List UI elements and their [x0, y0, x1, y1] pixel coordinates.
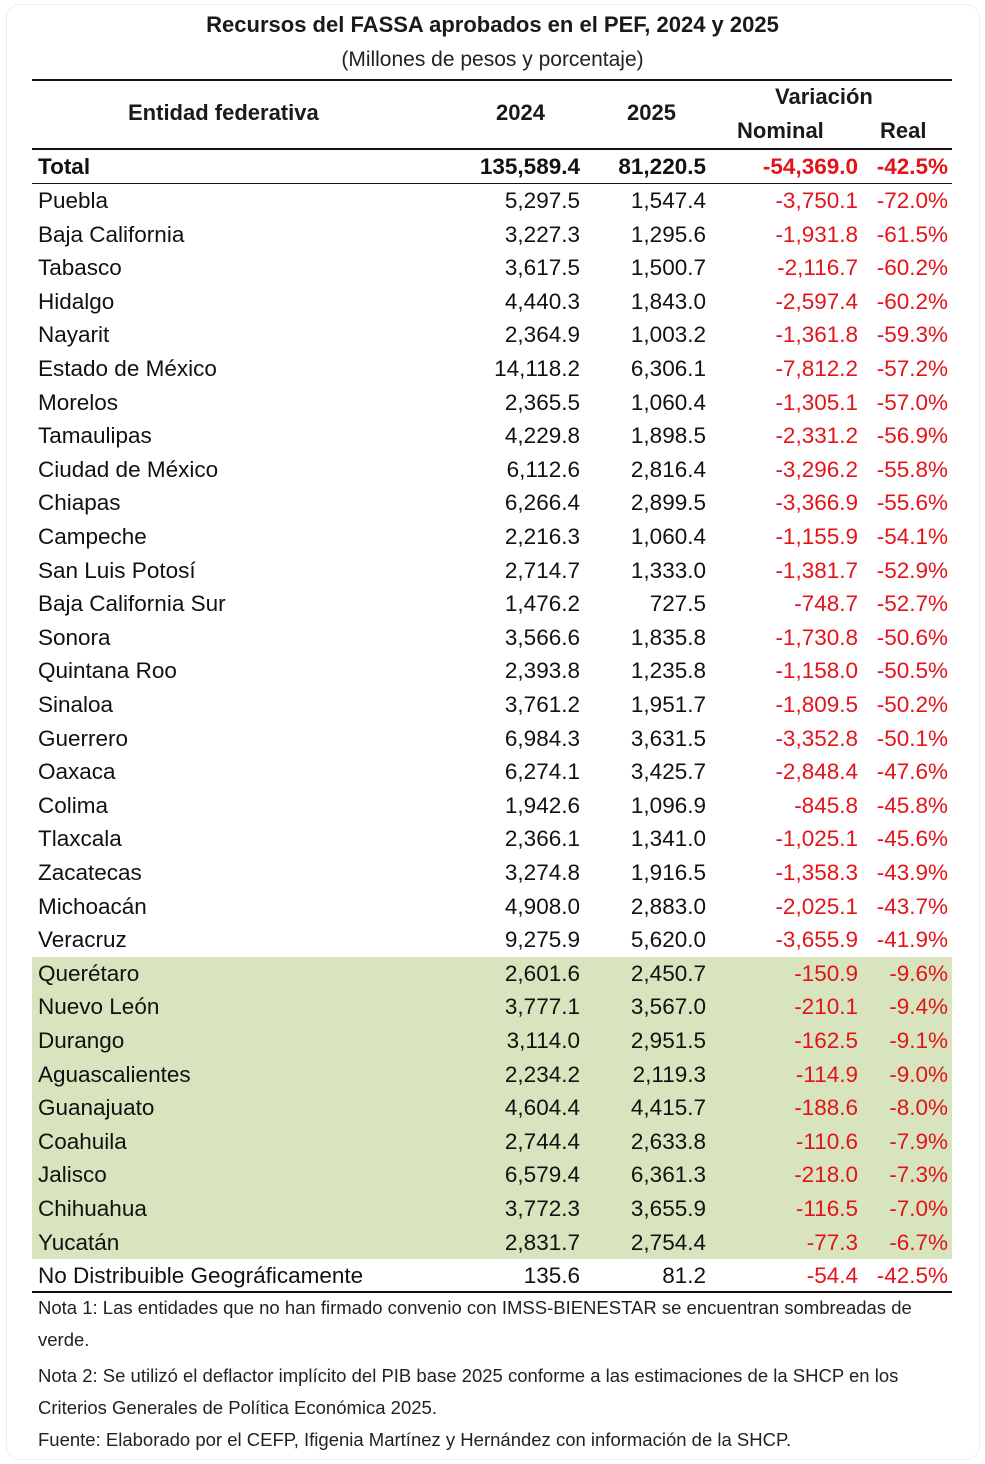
table-row: [32, 419, 952, 453]
cell-nominal: -114.9: [795, 1061, 858, 1087]
note-2: Nota 2: Se utilizó el deflactor implícito del PIB base 2025 conforme a las estimaciones de la SHCP en los Criterios Generales de Política Económica 2025.: [38, 1365, 899, 1418]
cell-real: -60.2%: [876, 255, 948, 281]
table-row: [32, 184, 952, 218]
total-label: Total: [38, 154, 91, 179]
cell-name: Oaxaca: [38, 759, 116, 785]
cell-nominal: -1,158.0: [775, 658, 858, 684]
cell-nominal: -1,361.8: [775, 322, 858, 348]
cell-nominal: -1,809.5: [775, 692, 858, 717]
cell-v2025: 1,341.0: [630, 826, 706, 852]
cell-v2025: 2,450.7: [630, 960, 706, 986]
cell-v2024: 9,275.9: [504, 927, 580, 953]
cell-real: -50.1%: [876, 725, 948, 751]
cell-nominal: -54.4: [806, 1263, 858, 1289]
cell-name: Estado de México: [38, 356, 217, 381]
table-row: [32, 285, 952, 319]
cell-v2025: 1,835.8: [630, 624, 706, 650]
cell-name: Durango: [38, 1028, 125, 1053]
cell-name: Chihuahua: [38, 1196, 147, 1221]
total-real: -42.5%: [876, 154, 948, 179]
cell-real: -50.5%: [876, 658, 948, 684]
table-row: [32, 856, 952, 890]
total-row: [32, 150, 952, 184]
cell-v2025: 1,096.9: [630, 792, 706, 818]
cell-name: Jalisco: [38, 1162, 107, 1188]
table-row: [32, 1158, 952, 1192]
cell-v2025: 3,567.0: [630, 994, 706, 1020]
cell-real: -45.6%: [876, 826, 948, 852]
cell-nominal: -2,116.7: [777, 255, 858, 281]
cell-real: -7.3%: [889, 1162, 948, 1188]
cell-real: -52.7%: [876, 591, 948, 617]
table-row: [32, 554, 952, 588]
table-row: [32, 1091, 952, 1125]
cell-v2025: 1,235.8: [630, 658, 706, 684]
table-row: [32, 587, 952, 621]
header-real: Real: [880, 118, 927, 143]
cell-real: -60.2%: [876, 288, 948, 314]
cell-v2024: 3,566.6: [504, 624, 580, 650]
cell-nominal: -188.6: [794, 1095, 858, 1121]
cell-v2025: 3,425.7: [630, 759, 706, 785]
cell-real: -9.0%: [889, 1061, 948, 1087]
cell-name: Querétaro: [38, 960, 140, 986]
cell-v2025: 4,415.7: [630, 1095, 706, 1121]
cell-v2024: 3,772.3: [504, 1196, 580, 1221]
cell-nominal: -3,366.9: [775, 490, 858, 516]
cell-v2025: 6,306.1: [630, 356, 706, 381]
cell-name: Chiapas: [38, 490, 121, 516]
cell-name: Sonora: [38, 624, 111, 650]
cell-real: -9.1%: [889, 1028, 948, 1053]
header-2024: 2024: [496, 100, 545, 125]
cell-name: Tamaulipas: [38, 423, 152, 449]
table-row: [32, 218, 952, 252]
cell-v2024: 3,617.5: [504, 255, 580, 281]
cell-v2024: 135.6: [523, 1263, 580, 1289]
table-row: [32, 520, 952, 554]
total-2025: 81,220.5: [618, 154, 706, 179]
note-1: Nota 1: Las entidades que no han firmado convenio con IMSS-BIENESTAR se encuentran sombreadas de verde.: [38, 1297, 912, 1350]
cell-real: -45.8%: [876, 792, 948, 818]
cell-name: Puebla: [38, 188, 109, 213]
cell-nominal: -7,812.2: [775, 356, 858, 381]
cell-v2024: 2,744.4: [504, 1128, 580, 1154]
table-row: [32, 486, 952, 520]
cell-name: Quintana Roo: [38, 658, 177, 684]
cell-name: Sinaloa: [38, 692, 114, 717]
cell-real: -57.2%: [876, 356, 948, 381]
cell-v2024: 3,114.0: [506, 1028, 580, 1053]
cell-nominal: -3,750.1: [775, 188, 858, 213]
total-2024: 135,589.4: [479, 154, 580, 179]
cell-name: Baja California Sur: [38, 591, 226, 617]
cell-name: Tabasco: [38, 255, 122, 281]
source-note: Fuente: Elaborado por el CEFP, Ifigenia Martínez y Hernández con información de la SHCP.: [38, 1429, 792, 1450]
table-row: [32, 1058, 952, 1092]
cell-v2024: 3,761.2: [504, 692, 580, 717]
cell-real: -72.0%: [876, 188, 948, 213]
cell-v2024: 3,274.8: [504, 860, 580, 885]
cell-nominal: -1,730.8: [775, 624, 858, 650]
cell-nominal: -1,931.8: [775, 221, 858, 247]
cell-nominal: -1,025.1: [775, 826, 858, 852]
cell-v2024: 6,274.1: [504, 759, 580, 785]
cell-nominal: -845.8: [794, 792, 858, 818]
table-subtitle: (Millones de pesos y porcentaje): [341, 48, 644, 71]
header-variation: Variación: [775, 84, 873, 109]
cell-real: -8.0%: [889, 1095, 948, 1121]
cell-v2025: 3,655.9: [630, 1196, 706, 1221]
cell-nominal: -77.3: [806, 1229, 858, 1255]
cell-v2025: 5,620.0: [630, 927, 706, 953]
cell-nominal: -2,848.4: [775, 759, 858, 785]
cell-v2024: 2,365.5: [504, 389, 580, 415]
cell-v2024: 2,234.2: [504, 1061, 580, 1087]
cell-real: -43.7%: [876, 893, 948, 919]
cell-real: -50.2%: [876, 692, 948, 717]
cell-nominal: -218.0: [794, 1162, 858, 1188]
cell-v2025: 2,883.0: [630, 893, 706, 919]
cell-name: Zacatecas: [38, 860, 142, 885]
table-row: [32, 890, 952, 924]
cell-real: -59.3%: [876, 322, 948, 348]
cell-v2024: 2,393.8: [504, 658, 580, 684]
table-row: [32, 453, 952, 487]
cell-v2024: 4,440.3: [504, 288, 580, 314]
cell-name: Colima: [38, 792, 109, 818]
header-nominal: Nominal: [737, 118, 824, 143]
table-row: [32, 386, 952, 420]
table-row: [32, 318, 952, 352]
table-row: [32, 1192, 952, 1226]
cell-v2025: 1,547.4: [630, 188, 706, 213]
cell-v2024: 2,366.1: [504, 826, 580, 852]
cell-v2025: 1,060.4: [630, 524, 706, 549]
cell-v2024: 2,831.7: [504, 1229, 580, 1255]
cell-real: -54.1%: [876, 524, 948, 549]
cell-v2025: 81.2: [662, 1263, 706, 1289]
cell-v2024: 2,216.3: [504, 524, 580, 549]
table-row: [32, 722, 952, 756]
cell-v2024: 1,942.6: [504, 792, 580, 818]
cell-name: No Distribuible Geográficamente: [38, 1263, 364, 1289]
cell-real: -43.9%: [876, 860, 948, 885]
cell-v2025: 1,060.4: [630, 389, 706, 415]
cell-v2024: 5,297.5: [504, 188, 580, 213]
cell-v2024: 6,112.6: [506, 456, 580, 482]
cell-v2024: 4,908.0: [504, 893, 580, 919]
table-row: [32, 352, 952, 386]
cell-v2024: 3,227.3: [504, 221, 580, 247]
cell-name: Nayarit: [38, 322, 110, 348]
cell-nominal: -1,358.3: [775, 860, 858, 885]
cell-v2025: 2,633.8: [630, 1128, 706, 1154]
cell-nominal: -748.7: [794, 591, 858, 617]
cell-v2024: 4,604.4: [504, 1095, 580, 1121]
cell-nominal: -210.1: [794, 994, 858, 1020]
cell-real: -41.9%: [876, 927, 948, 953]
table-row: [32, 688, 952, 722]
cell-name: Yucatán: [38, 1229, 120, 1255]
cell-v2025: 1,916.5: [630, 860, 706, 885]
cell-v2025: 1,333.0: [630, 557, 706, 583]
cell-v2025: 2,816.4: [630, 456, 706, 482]
cell-v2024: 2,601.6: [504, 960, 580, 986]
cell-real: -61.5%: [876, 221, 948, 247]
cell-name: Campeche: [38, 524, 147, 549]
cell-v2025: 6,361.3: [630, 1162, 706, 1188]
table-row: [32, 990, 952, 1024]
cell-real: -7.9%: [889, 1128, 948, 1154]
cell-v2024: 6,579.4: [504, 1162, 580, 1188]
cell-v2024: 2,364.9: [504, 322, 580, 348]
table-title: Recursos del FASSA aprobados en el PEF, 2024 y 2025: [206, 12, 779, 37]
cell-v2025: 1,898.5: [630, 423, 706, 449]
cell-real: -9.6%: [889, 960, 948, 986]
table-row: [32, 822, 952, 856]
cell-v2024: 14,118.2: [494, 356, 580, 381]
cell-v2024: 6,266.4: [504, 490, 580, 516]
cell-name: Hidalgo: [38, 288, 115, 314]
cell-real: -57.0%: [876, 389, 948, 415]
cell-name: San Luis Potosí: [38, 557, 196, 583]
table-row: [32, 1125, 952, 1159]
cell-v2024: 4,229.8: [504, 423, 580, 449]
table-row: [32, 251, 952, 285]
cell-nominal: -1,305.1: [775, 389, 858, 415]
cell-name: Tlaxcala: [38, 826, 122, 852]
table-row: [32, 789, 952, 823]
cell-nominal: -110.6: [795, 1128, 858, 1154]
cell-v2024: 1,476.2: [504, 591, 580, 617]
cell-v2025: 1,295.6: [630, 221, 706, 247]
cell-nominal: -2,025.1: [775, 893, 858, 919]
cell-real: -6.7%: [889, 1229, 948, 1255]
cell-real: -7.0%: [889, 1196, 948, 1221]
cell-nominal: -116.5: [795, 1196, 858, 1221]
cell-name: Aguascalientes: [38, 1061, 191, 1087]
cell-v2025: 1,500.7: [630, 255, 706, 281]
table-row: [32, 957, 952, 991]
cell-v2025: 2,119.3: [632, 1061, 706, 1087]
cell-v2025: 727.5: [649, 591, 706, 617]
cell-nominal: -150.9: [794, 960, 858, 986]
cell-v2025: 1,843.0: [630, 288, 706, 314]
table-row: [32, 1226, 952, 1260]
cell-nominal: -2,331.2: [775, 423, 858, 449]
table-row: [32, 1259, 952, 1293]
cell-v2025: 1,003.2: [630, 322, 706, 348]
cell-real: -50.6%: [876, 624, 948, 650]
total-nominal: -54,369.0: [762, 154, 858, 179]
cell-real: -52.9%: [876, 557, 948, 583]
cell-nominal: -1,155.9: [775, 524, 858, 549]
cell-real: -55.8%: [876, 456, 948, 482]
table-row: [32, 654, 952, 688]
cell-v2024: 2,714.7: [504, 557, 580, 583]
cell-nominal: -1,381.7: [775, 557, 858, 583]
cell-name: Baja California: [38, 221, 185, 247]
cell-real: -47.6%: [876, 759, 948, 785]
cell-name: Nuevo León: [38, 994, 160, 1020]
cell-v2025: 1,951.7: [630, 692, 706, 717]
cell-name: Guerrero: [38, 725, 129, 751]
cell-v2024: 3,777.1: [504, 994, 580, 1020]
cell-v2025: 3,631.5: [630, 725, 706, 751]
cell-name: Morelos: [38, 389, 119, 415]
header-2025: 2025: [627, 100, 676, 125]
cell-nominal: -2,597.4: [775, 288, 858, 314]
table-row: [32, 755, 952, 789]
cell-real: -42.5%: [876, 1263, 948, 1289]
cell-real: -9.4%: [889, 994, 948, 1020]
cell-v2025: 2,951.5: [630, 1028, 706, 1053]
cell-v2025: 2,754.4: [630, 1229, 706, 1255]
cell-real: -56.9%: [876, 423, 948, 449]
cell-name: Coahuila: [38, 1128, 127, 1154]
cell-v2025: 2,899.5: [630, 490, 706, 516]
cell-real: -55.6%: [876, 490, 948, 516]
table-row: [32, 923, 952, 957]
table-row: [32, 621, 952, 655]
cell-nominal: -3,352.8: [775, 725, 858, 751]
cell-nominal: -162.5: [794, 1028, 858, 1053]
table-row: [32, 1024, 952, 1058]
cell-nominal: -3,296.2: [775, 456, 858, 482]
cell-name: Ciudad de México: [38, 456, 219, 482]
cell-v2024: 6,984.3: [504, 725, 580, 751]
header-entity: Entidad federativa: [128, 100, 319, 125]
cell-name: Guanajuato: [38, 1095, 155, 1121]
cell-nominal: -3,655.9: [775, 927, 858, 953]
cell-name: Michoacán: [38, 893, 147, 919]
cell-name: Veracruz: [38, 927, 127, 953]
top-rule: [32, 79, 952, 81]
